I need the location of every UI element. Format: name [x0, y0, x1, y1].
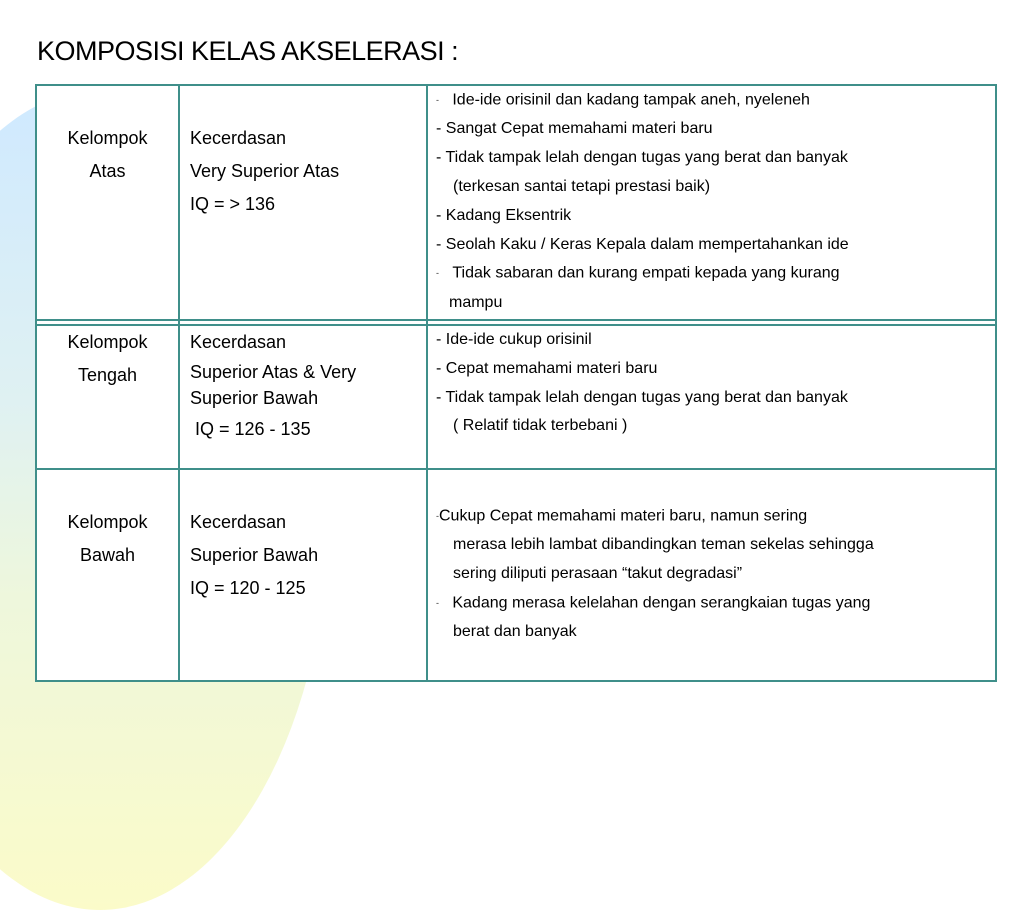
- characteristic-text: Tidak sabaran dan kurang empati kepada yang kurang: [452, 265, 840, 283]
- characteristic-text: - Tidak tampak lelah dengan tugas yang berat dan banyak: [436, 149, 848, 167]
- characteristics-cell: [427, 85, 996, 320]
- characteristic-text: mampu: [449, 293, 503, 311]
- intelligence-cell: [179, 85, 427, 320]
- group-label: Kelompok: [67, 332, 148, 352]
- characteristic-line: [436, 86, 991, 115]
- characteristic-line: [436, 384, 991, 413]
- group-cell: [36, 85, 179, 320]
- bullet-dash: -: [436, 598, 439, 609]
- intelligence-label: Kecerdasan: [190, 128, 287, 148]
- bullet-dash: -: [436, 268, 439, 279]
- characteristic-line: [436, 589, 991, 618]
- intelligence-level: Very Superior Atas: [190, 161, 340, 181]
- characteristic-line: [436, 502, 991, 531]
- characteristic-text: merasa lebih lambat dibandingkan teman sekelas sehingga: [453, 536, 874, 554]
- characteristic-text: - Kadang Eksentrik: [436, 206, 572, 224]
- table-row: [36, 325, 996, 469]
- characteristic-text: - Sangat Cepat memahami materi baru: [436, 120, 713, 138]
- intelligence-level: Superior Atas & Very Superior Bawah: [190, 362, 357, 408]
- characteristic-line: [436, 202, 991, 231]
- iq-range: IQ = 120 - 125: [190, 578, 306, 598]
- characteristic-text: Kadang merasa kelelahan dengan serangkaian tugas yang: [452, 594, 871, 612]
- group-cell: [36, 325, 179, 469]
- group-label: Kelompok: [67, 128, 148, 148]
- characteristic-text: Ide-ide orisinil dan kadang tampak aneh, nyeleneh: [452, 91, 810, 109]
- bullet-dash: -: [436, 95, 439, 105]
- table-row: [36, 469, 996, 681]
- characteristics-cell: [427, 325, 996, 469]
- iq-range: IQ = > 136: [190, 194, 276, 214]
- group-label: Kelompok: [67, 512, 148, 532]
- characteristic-line: [436, 560, 991, 589]
- characteristic-line: [436, 326, 991, 355]
- characteristic-text: - Ide-ide cukup orisinil: [436, 331, 592, 348]
- characteristic-line: [436, 412, 991, 441]
- group-cell: [36, 469, 179, 681]
- characteristic-text: (terkesan santai tetapi prestasi baik): [453, 178, 711, 196]
- characteristic-line: [436, 355, 991, 384]
- intelligence-label: Kecerdasan: [190, 332, 287, 352]
- characteristic-line: [436, 231, 991, 260]
- characteristic-text: - Cepat memahami materi baru: [436, 359, 658, 377]
- intelligence-label: Kecerdasan: [190, 512, 287, 532]
- group-name: Bawah: [79, 545, 136, 565]
- characteristics-cell: [427, 469, 996, 681]
- characteristic-text: - Tidak tampak lelah dengan tugas yang berat dan banyak: [436, 388, 848, 406]
- group-name: Tengah: [77, 365, 138, 385]
- intelligence-level: Superior Bawah: [190, 545, 319, 565]
- bullet-dash: -: [436, 511, 439, 521]
- group-name: Atas: [89, 161, 126, 181]
- iq-range: IQ = 126 - 135: [190, 419, 311, 439]
- characteristic-text: - Seolah Kaku / Keras Kepala dalam mempertahankan ide: [436, 235, 849, 253]
- characteristic-line: [436, 259, 991, 288]
- slide-title: KOMPOSISI KELAS AKSELERASI :: [37, 36, 459, 66]
- characteristic-text: ( Relatif tidak terbebani ): [453, 417, 628, 435]
- composition-table: [35, 84, 997, 682]
- characteristic-text: berat dan banyak: [453, 623, 577, 641]
- table-row: [36, 85, 996, 320]
- characteristic-line: [436, 531, 991, 560]
- intelligence-cell: [179, 469, 427, 681]
- characteristic-text: Cukup Cepat memahami materi baru, namun sering: [439, 507, 808, 525]
- characteristic-line: [436, 115, 991, 144]
- intelligence-cell: [179, 325, 427, 469]
- characteristic-line: [436, 144, 991, 173]
- characteristic-line: [436, 618, 991, 647]
- characteristic-text: sering diliputi perasaan “takut degradasi”: [453, 565, 743, 583]
- characteristic-line: [436, 289, 991, 318]
- characteristic-line: [436, 173, 991, 202]
